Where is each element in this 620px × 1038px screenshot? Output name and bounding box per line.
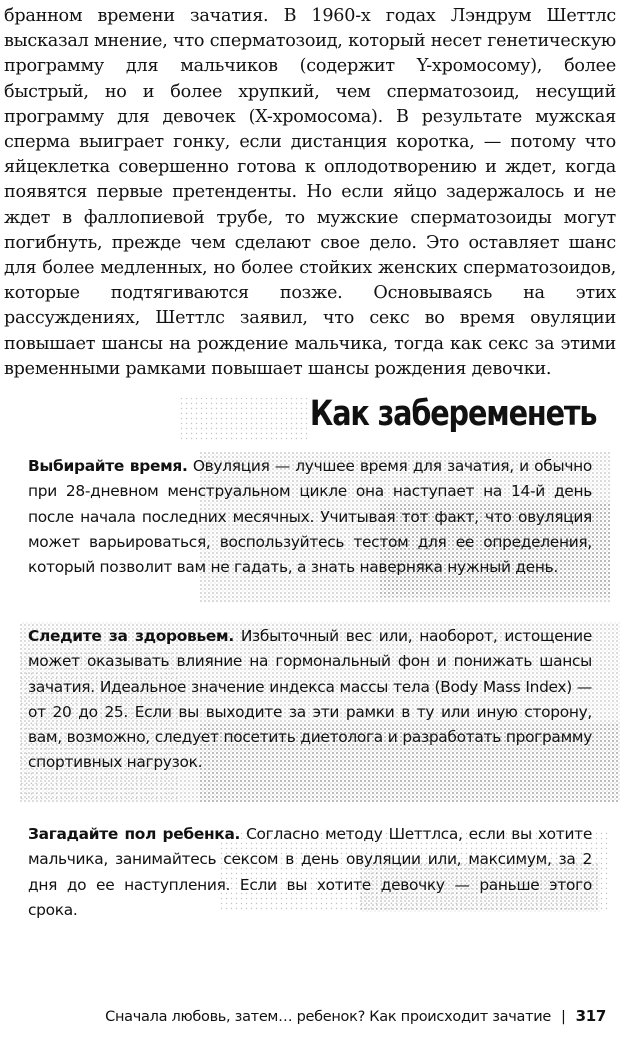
tip-text: Избыточный вес или, наоборот, истощение может оказывать влияние на гормональный фон и понижать шансы зачатия. Идеальное значение индекса массы тела (Body Mass Index) — от 20 до 25. Если вы выходите за эти рамки в ту или иную сторону, вам, возможно, следует посетить диетолога и разработать программу спортивных нагрузок.: [28, 627, 593, 772]
page-footer: [105, 1006, 606, 1027]
running-title: Сначала любовь, затем… ребенок? Как происходит зачатие: [105, 1009, 551, 1025]
tip-heading: Загадайте пол ребенка.: [28, 825, 241, 843]
tip-text: Согласно методу Шеттлса, если вы хотите мальчика, занимайтесь сексом в день овуляции или, максимум, за 2 дня до ее наступления. Если вы хотите девочку — раньше этого срока.: [28, 825, 592, 919]
sidebar-box: [0, 392, 620, 932]
tip-health: [28, 624, 592, 776]
sidebar-title: Как забеременеть: [309, 394, 596, 434]
footer-separator: |: [560, 1009, 566, 1025]
page-number: 317: [575, 1007, 606, 1025]
tip-heading: Выбирайте время.: [28, 457, 188, 475]
tip-text: Овуляция — лучшее время для зачатия, и обычно при 28-дневном менструальном цикле она наступает на 14-й день после начала последних месячных. Учитывая тот факт, что овуляция может варьироваться, воспользуйтесь тестом для ее определения, который позволит вам не гадать, а знать наверняка нужный день.: [28, 457, 592, 577]
body-paragraph: бранном времени зачатия. В 1960-х годах Лэндрум Шеттлс высказал мнение, что сперматозоид, который несет генетическую программу для мальчиков (содержит Y-хромосому), более быстрый, но и более хрупкий, чем сперматозоид, несущий программу для девочек (X-хромосома). В результате мужская сперма выиграет гонку, если дистанция коротка, — потому что яйцеклетка совершенно готова к оплодотворению и ждет, когда появятся первые претенденты. Но если яйцо задержалось и не ждет в фаллопиевой трубе, то мужские сперматозоиды могут погибнуть, прежде чем сделают свое дело. Это оставляет шанс для более медленных, но более стойких женских сперматозоидов, которые подтягиваются позже. Основываясь на этих рассуждениях, Шеттлс заявил, что секс во время овуляции повышает шансы на рождение мальчика, тогда как секс за этими временными рамками повышает шансы рождения девочки.: [4, 6, 616, 379]
tip-gender: [28, 822, 592, 923]
tip-heading: Следите за здоровьем.: [28, 627, 234, 645]
tip-timing: [28, 454, 592, 580]
